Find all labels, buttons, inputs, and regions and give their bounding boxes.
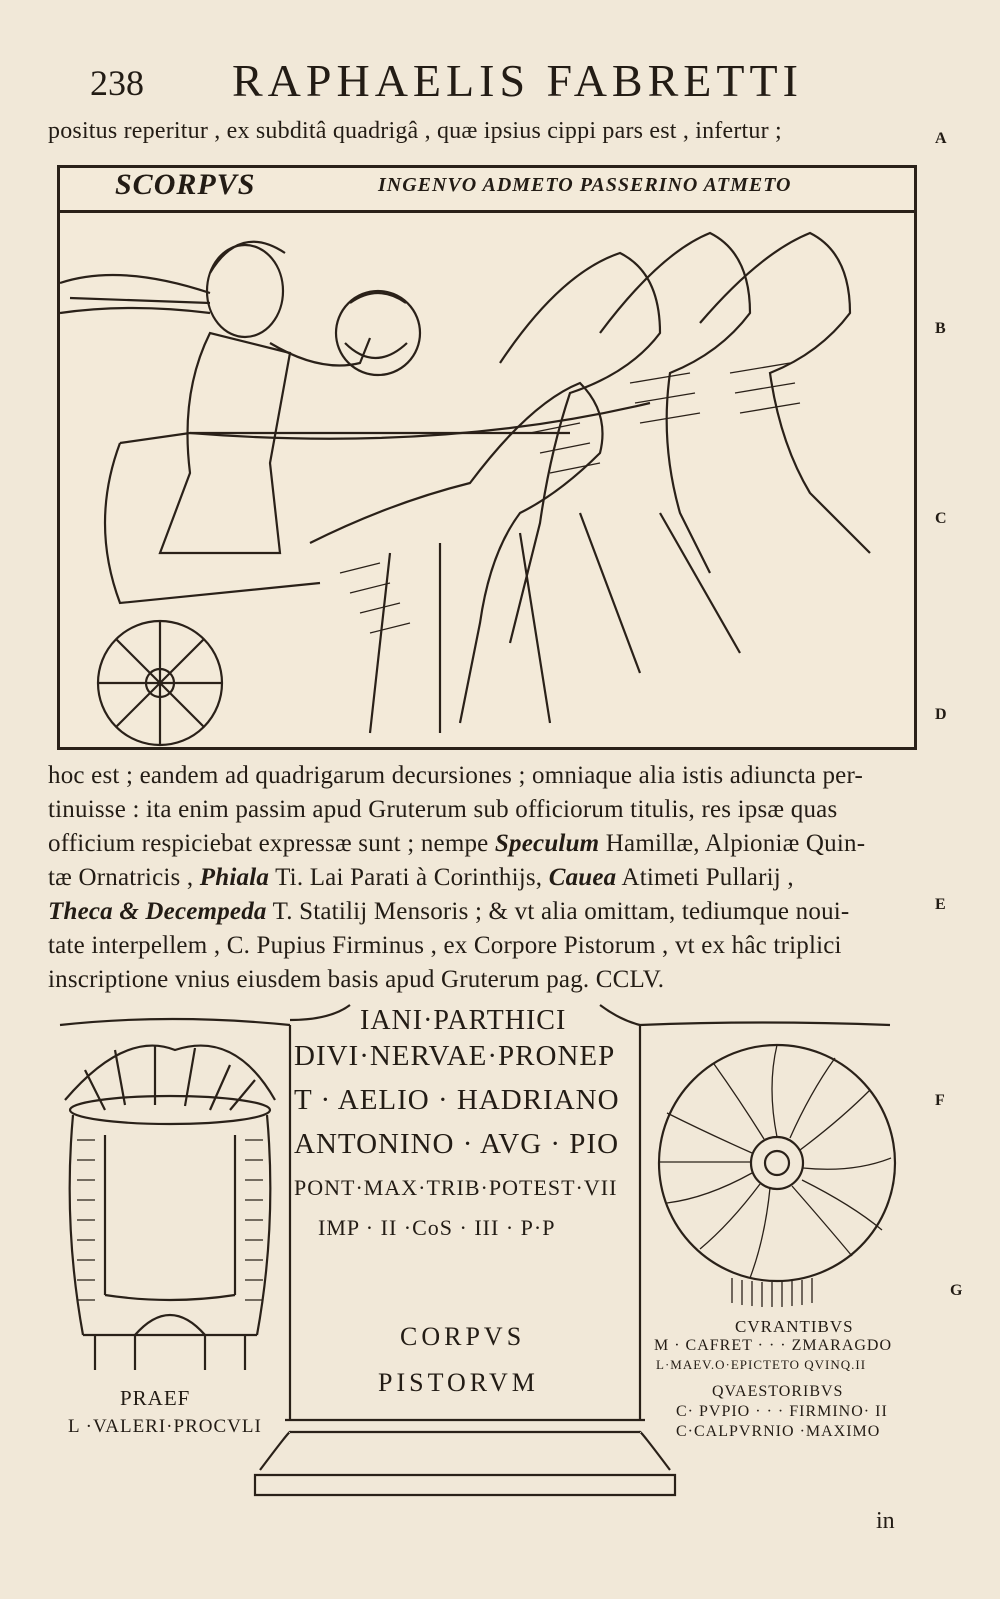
inscription-line-5: IMP · II ·CoS · III · P·P <box>318 1215 556 1240</box>
margin-letter-a: A <box>935 130 947 147</box>
body-line-4-b: Ti. Lai Parati à Corinthijs, <box>269 864 549 891</box>
right-caption-2: M · CAFRET · · · ZMARAGDO <box>654 1337 893 1354</box>
inscription-corpus: CORPVS <box>400 1322 526 1351</box>
body-line-3-b: Hamillæ, Alpioniæ Quin- <box>599 830 866 857</box>
modius-grain-measure-icon <box>55 1040 285 1370</box>
margin-letter-c: C <box>935 510 947 527</box>
woodcut-hatching <box>340 363 800 633</box>
top-line: positus reperitur , ex subditâ quadrigâ , quæ ipsius cippi pars est , infertur ; <box>48 118 782 144</box>
margin-letter-f: F <box>935 1092 945 1109</box>
charioteer-figure <box>60 242 420 553</box>
body-line-5 <box>48 898 849 926</box>
right-caption-4: QVAESTORIBVS <box>712 1383 844 1400</box>
running-title: RAPHAELIS FABRETTI <box>232 55 803 106</box>
margin-letter-d: D <box>935 706 947 723</box>
body-italic-cauea: Cauea <box>548 864 617 891</box>
body-italic-speculum: Speculum <box>494 830 600 857</box>
body-line-3-a: officium respiciebat expressæ sunt ; nempe <box>48 830 495 857</box>
body-line-1: hoc est ; eandem ad quadrigarum decursiones ; omniaque alia istis adiuncta per- <box>48 762 864 789</box>
page-number: 238 <box>90 63 144 103</box>
body-line-2: tinuisse : ita enim passim apud Gruterum sub officiorum titulis, res ipsæ quas <box>48 796 838 823</box>
body-line-6: tate interpellem , C. Pupius Firminus , ex Corpore Pistorum , vt ex hâc triplici <box>48 932 842 959</box>
body-line-5-a: T. Statilij Mensoris ; & vt alia omittam, tediumque noui- <box>266 898 850 925</box>
body-line-4-c: Atimeti Pullarij , <box>616 864 794 891</box>
body-line-4-a: tæ Ornatricis , <box>48 864 200 891</box>
millstone-wheel-icon <box>652 1038 902 1308</box>
figure-label-right: INGENVO ADMETO PASSERINO ATMETO <box>378 174 792 196</box>
inscription-line-1: DIVI·NERVAE·PRONEP <box>294 1040 616 1072</box>
horse-group <box>190 233 870 733</box>
inscription-heading: IANI·PARTHICI <box>360 1005 567 1036</box>
catchword: in <box>876 1508 895 1534</box>
chariot-body <box>98 433 570 745</box>
body-italic-theca: Theca & Decempeda <box>48 898 267 925</box>
margin-letter-e: E <box>935 896 946 913</box>
right-caption-3: L·MAEV.O·EPICTETO QVINQ.II <box>656 1357 867 1372</box>
right-caption-5: C· PVPIO · · · FIRMINO· II <box>676 1403 888 1420</box>
left-caption-praef: PRAEF <box>120 1386 191 1410</box>
body-italic-phiala: Phiala <box>199 864 270 891</box>
body-line-3 <box>48 830 865 858</box>
body-line-7: inscriptione vnius eiusdem basis apud Gruterum pag. CCLV. <box>48 966 665 993</box>
figure-label-left: SCORPVS <box>115 168 256 201</box>
right-caption-1: CVRANTIBVS <box>735 1317 854 1336</box>
left-caption-name: L ·VALERI·PROCVLI <box>68 1416 262 1437</box>
right-caption-6: C·CALPVRNIO ·MAXIMO <box>676 1423 881 1440</box>
inscription-line-4: PONT·MAX·TRIB·POTEST·VII <box>294 1175 618 1200</box>
margin-letter-b: B <box>935 320 946 337</box>
inscription-line-2: T · AELIO · HADRIANO <box>294 1084 620 1116</box>
inscription-line-3: ANTONINO · AVG · PIO <box>294 1128 620 1160</box>
margin-letter-g: G <box>950 1282 963 1299</box>
inscription-pistorum: PISTORVM <box>378 1368 539 1397</box>
chariot-quadriga-icon <box>60 213 914 747</box>
body-line-4 <box>48 864 794 892</box>
